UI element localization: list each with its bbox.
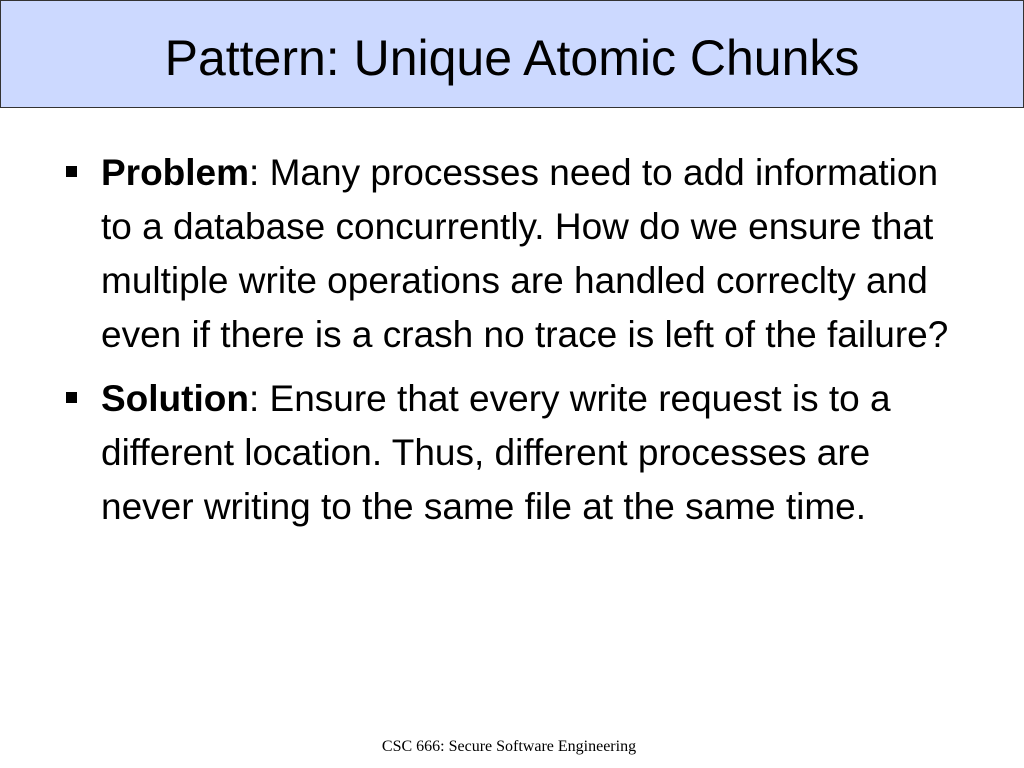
square-bullet-icon (66, 166, 77, 177)
bullet-term: Problem (101, 152, 250, 193)
bullet-text: : Ensure that every write request is to a different location. Thus, different processes are never writing to the same file at the same time. (101, 378, 891, 527)
title-bar (0, 0, 1024, 108)
bullet-item-solution (64, 372, 964, 534)
bullet-term: Solution (101, 378, 249, 419)
slide-title: Pattern: Unique Atomic Chunks (164, 30, 860, 86)
slide-footer: CSC 666: Secure Software Engineering (381, 738, 637, 755)
bullet-list (64, 146, 964, 544)
bullet-item-problem (64, 146, 964, 362)
square-bullet-icon (66, 392, 77, 403)
bullet-text: : Many processes need to add information to a database concurrently. How do we ensure that multiple write operations are handled correclty and even if there is a crash no trace is left of the failure? (101, 152, 949, 355)
